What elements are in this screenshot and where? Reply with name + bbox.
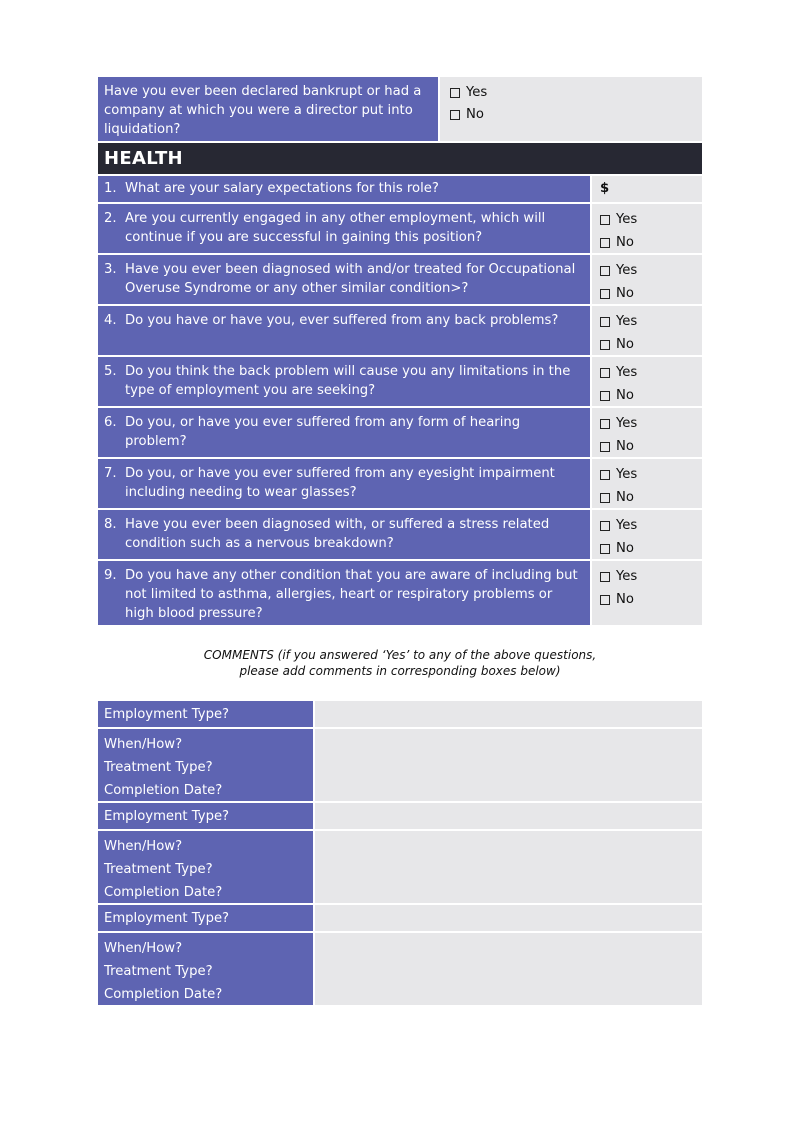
question-number: 8.	[104, 517, 117, 532]
comment-details-labels	[98, 933, 313, 1005]
checkbox-icon[interactable]	[600, 368, 610, 378]
checkbox-icon[interactable]	[600, 289, 610, 299]
no-label: No	[616, 541, 634, 556]
yes-option[interactable]	[600, 514, 694, 537]
when-how-label: When/How?	[104, 941, 183, 956]
no-label: No	[616, 388, 634, 403]
question-number: 7.	[104, 466, 117, 481]
question-text: Do you think the back problem will cause you any limitations in the type of employment you are seeking?	[125, 364, 571, 398]
checkbox-icon[interactable]	[600, 493, 610, 503]
question-2	[98, 204, 590, 253]
completion-date-label: Completion Date?	[104, 987, 223, 1002]
question-1	[98, 176, 590, 202]
checkbox-icon[interactable]	[600, 572, 610, 582]
checkbox-icon[interactable]	[600, 419, 610, 429]
bankrupt-yes-option[interactable]	[450, 82, 692, 104]
question-number: 3.	[104, 262, 117, 277]
question-row-4	[98, 306, 702, 355]
question-row-1	[98, 176, 702, 202]
yes-label: Yes	[616, 467, 638, 482]
no-option[interactable]	[600, 282, 694, 305]
comment-details-labels	[98, 831, 313, 903]
question-3-answer	[592, 255, 702, 304]
checkbox-icon[interactable]	[450, 88, 460, 98]
question-text: Do you, or have you ever suffered from any eyesight impairment including needing to wear glasses?	[125, 466, 555, 500]
bankrupt-no-option[interactable]	[450, 104, 692, 126]
comments-line-2: please add comments in corresponding boxes below)	[239, 664, 561, 678]
question-number: 1.	[104, 181, 117, 196]
no-label: No	[616, 235, 634, 250]
no-option[interactable]	[600, 384, 694, 407]
no-option[interactable]	[600, 486, 694, 509]
completion-date-label: Completion Date?	[104, 783, 223, 798]
checkbox-icon[interactable]	[450, 110, 460, 120]
treatment-type-label: Treatment Type?	[104, 964, 213, 979]
no-label: No	[466, 107, 484, 122]
checkbox-icon[interactable]	[600, 215, 610, 225]
yes-label: Yes	[616, 518, 638, 533]
question-row-5	[98, 357, 702, 406]
bankrupt-row	[98, 77, 702, 141]
question-3	[98, 255, 590, 304]
question-number: 5.	[104, 364, 117, 379]
checkbox-icon[interactable]	[600, 317, 610, 327]
question-row-3	[98, 255, 702, 304]
comments-note	[98, 647, 702, 699]
question-row-9	[98, 561, 702, 625]
bankrupt-question: Have you ever been declared bankrupt or had a company at which you were a director put into liquidation?	[98, 77, 438, 141]
no-label: No	[616, 286, 634, 301]
comment-employment-row	[98, 803, 702, 829]
question-text: Have you ever been diagnosed with and/or treated for Occupational Overuse Syndrome or any other similar condition>?	[125, 262, 576, 296]
health-section-title: HEALTH	[98, 143, 702, 174]
when-how-label: When/How?	[104, 839, 183, 854]
no-label: No	[616, 592, 634, 607]
question-2-answer	[592, 204, 702, 253]
question-row-6	[98, 408, 702, 457]
checkbox-icon[interactable]	[600, 470, 610, 480]
employment-type-label: Employment Type?	[98, 803, 313, 829]
comment-details-row	[98, 729, 702, 801]
question-7-answer	[592, 459, 702, 508]
comment-details-field[interactable]	[315, 831, 702, 903]
salary-answer-field[interactable]: $	[592, 176, 702, 202]
question-5	[98, 357, 590, 406]
employment-type-field[interactable]	[315, 905, 702, 931]
yes-option[interactable]	[600, 259, 694, 282]
question-row-8	[98, 510, 702, 559]
comments-line-1: COMMENTS (if you answered ‘Yes’ to any of the above questions,	[203, 648, 597, 662]
yes-option[interactable]	[600, 361, 694, 384]
yes-label: Yes	[616, 569, 638, 584]
yes-option[interactable]	[600, 463, 694, 486]
comment-details-field[interactable]	[315, 933, 702, 1005]
checkbox-icon[interactable]	[600, 340, 610, 350]
checkbox-icon[interactable]	[600, 544, 610, 554]
question-text: Are you currently engaged in any other employment, which will continue if you are successful in gaining this position?	[125, 211, 546, 245]
application-form	[98, 77, 702, 1005]
yes-option[interactable]	[600, 310, 694, 333]
comment-details-labels	[98, 729, 313, 801]
checkbox-icon[interactable]	[600, 521, 610, 531]
comment-details-field[interactable]	[315, 729, 702, 801]
question-number: 6.	[104, 415, 117, 430]
when-how-label: When/How?	[104, 737, 183, 752]
treatment-type-label: Treatment Type?	[104, 862, 213, 877]
checkbox-icon[interactable]	[600, 391, 610, 401]
checkbox-icon[interactable]	[600, 238, 610, 248]
comment-employment-row	[98, 701, 702, 727]
question-4	[98, 306, 590, 355]
question-8	[98, 510, 590, 559]
question-number: 4.	[104, 313, 117, 328]
question-number: 2.	[104, 211, 117, 226]
no-label: No	[616, 439, 634, 454]
yes-label: Yes	[466, 85, 488, 100]
yes-option[interactable]	[600, 208, 694, 231]
comment-employment-row	[98, 905, 702, 931]
question-4-answer	[592, 306, 702, 355]
checkbox-icon[interactable]	[600, 442, 610, 452]
comment-details-row	[98, 933, 702, 1005]
question-row-2	[98, 204, 702, 253]
no-label: No	[616, 337, 634, 352]
yes-label: Yes	[616, 365, 638, 380]
question-row-7	[98, 459, 702, 508]
employment-type-field[interactable]	[315, 803, 702, 829]
checkbox-icon[interactable]	[600, 595, 610, 605]
question-text: Have you ever been diagnosed with, or suffered a stress related condition such as a nervous breakdown?	[125, 517, 550, 551]
yes-option[interactable]	[600, 412, 694, 435]
no-option[interactable]	[600, 435, 694, 458]
treatment-type-label: Treatment Type?	[104, 760, 213, 775]
yes-label: Yes	[616, 263, 638, 278]
question-9	[98, 561, 590, 625]
yes-label: Yes	[616, 314, 638, 329]
yes-option[interactable]	[600, 565, 694, 588]
question-text: Do you have any other condition that you are aware of including but not limited to asthma, allergies, heart or respiratory problems or high blood pressure?	[125, 568, 578, 621]
yes-label: Yes	[616, 416, 638, 431]
question-6-answer	[592, 408, 702, 457]
comment-details-row	[98, 831, 702, 903]
completion-date-label: Completion Date?	[104, 885, 223, 900]
no-option[interactable]	[600, 231, 694, 254]
question-number: 9.	[104, 568, 117, 583]
question-text: Do you have or have you, ever suffered from any back problems?	[125, 313, 559, 328]
no-option[interactable]	[600, 333, 694, 356]
no-option[interactable]	[600, 537, 694, 560]
employment-type-label: Employment Type?	[98, 905, 313, 931]
question-8-answer	[592, 510, 702, 559]
no-option[interactable]	[600, 588, 694, 611]
yes-label: Yes	[616, 212, 638, 227]
employment-type-field[interactable]	[315, 701, 702, 727]
question-9-answer	[592, 561, 702, 625]
question-text: Do you, or have you ever suffered from any form of hearing problem?	[125, 415, 521, 449]
question-text: What are your salary expectations for this role?	[125, 181, 439, 196]
checkbox-icon[interactable]	[600, 266, 610, 276]
question-6	[98, 408, 590, 457]
employment-type-label: Employment Type?	[98, 701, 313, 727]
question-7	[98, 459, 590, 508]
question-5-answer	[592, 357, 702, 406]
bankrupt-answer	[440, 77, 702, 141]
no-label: No	[616, 490, 634, 505]
